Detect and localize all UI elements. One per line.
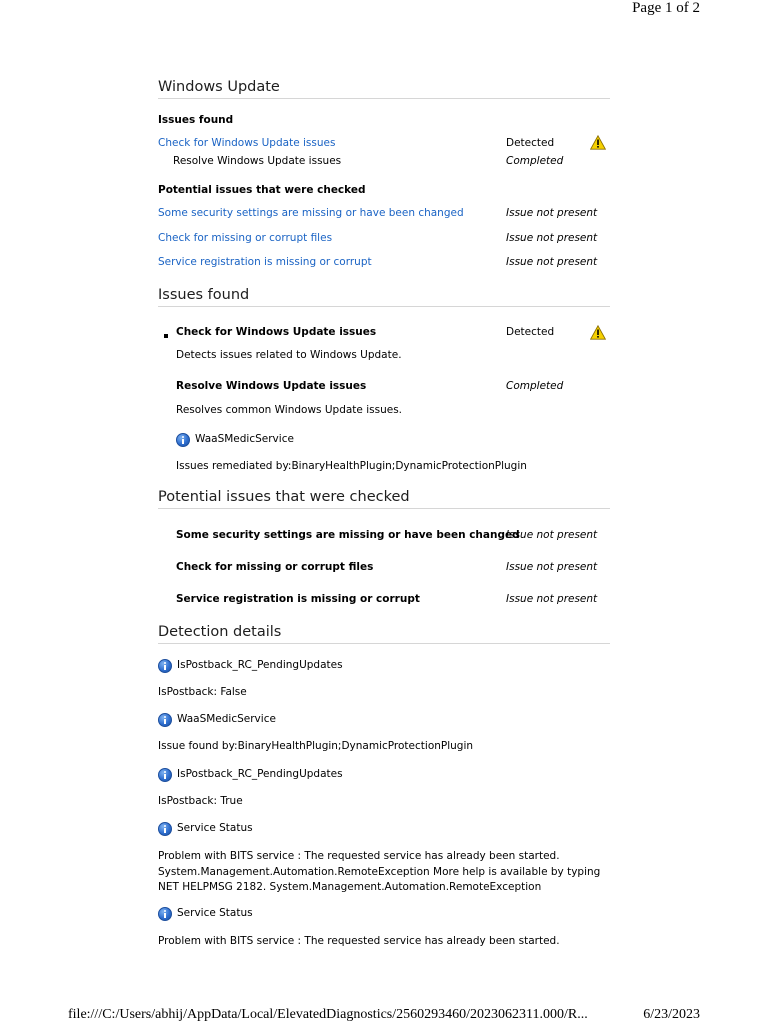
issues-found-label: Issues found [158, 114, 234, 126]
security-settings-link[interactable]: Some security settings are missing or have been changed [158, 207, 464, 219]
potential-row-label: Some security settings are missing or have been changed [176, 529, 520, 541]
potential-row-status: Issue not present [506, 593, 598, 605]
remediated-by: Issues remediated by:BinaryHealthPlugin;DynamicProtectionPlugin [176, 460, 527, 472]
issue-detected-status: Detected [506, 326, 555, 338]
info-icon [158, 659, 172, 673]
potential-row-label: Check for missing or corrupt files [176, 561, 374, 573]
detection-item-detail: Issue found by:BinaryHealthPlugin;DynamicProtectionPlugin [158, 740, 474, 752]
detection-item-name: Service Status [177, 907, 253, 919]
detection-item-detail: IsPostback: True [158, 795, 243, 807]
info-icon [176, 433, 190, 447]
resolve-name: Resolve Windows Update issues [176, 380, 367, 392]
corrupt-files-link[interactable]: Check for missing or corrupt files [158, 232, 333, 244]
issue-name: Check for Windows Update issues [176, 326, 377, 338]
info-icon [158, 907, 172, 921]
section-title-issues-found: Issues found [158, 287, 610, 307]
service-registration-status: Issue not present [506, 256, 598, 268]
potential-issues-label: Potential issues that were checked [158, 184, 366, 196]
detection-item-name: IsPostback_RC_PendingUpdates [177, 768, 343, 780]
potential-row-label: Service registration is missing or corrupt [176, 593, 420, 605]
warning-icon [590, 325, 606, 340]
warning-icon [590, 135, 606, 150]
resolve-label: Resolve Windows Update issues [173, 155, 342, 167]
detection-item-detail: Problem with BITS service : The requested service has already been started. System.Management.Automation.RemoteException More help is available by typing NET HELPMSG 2182. System.Management.Automation.RemoteException [158, 850, 601, 893]
check-windows-update-link[interactable]: Check for Windows Update issues [158, 137, 336, 149]
section-title-windows-update: Windows Update [158, 79, 610, 99]
detection-item-name: Service Status [177, 822, 253, 834]
detection-item-name: IsPostback_RC_PendingUpdates [177, 659, 343, 671]
service-registration-link[interactable]: Service registration is missing or corrupt [158, 256, 372, 268]
detection-item-detail: IsPostback: False [158, 686, 247, 698]
section-title-potential-issues: Potential issues that were checked [158, 489, 610, 509]
service-name: WaaSMedicService [195, 433, 294, 445]
footer-date: 6/23/2023 [643, 1007, 700, 1022]
resolve-description: Resolves common Windows Update issues. [176, 404, 403, 416]
page-number: Page 1 of 2 [632, 0, 700, 16]
potential-row-status: Issue not present [506, 529, 598, 541]
footer-file-path: file:///C:/Users/abhij/AppData/Local/ElevatedDiagnostics/2560293460/2023062311.000/R... [68, 1007, 588, 1022]
resolve-completed-status: Completed [506, 380, 564, 392]
info-icon [158, 768, 172, 782]
corrupt-files-status: Issue not present [506, 232, 598, 244]
detection-item-detail: Problem with BITS service : The requested service has already been started. [158, 935, 560, 947]
info-icon [158, 822, 172, 836]
potential-row-status: Issue not present [506, 561, 598, 573]
info-icon [158, 713, 172, 727]
detection-item-name: WaaSMedicService [177, 713, 276, 725]
resolve-status: Completed [506, 155, 564, 167]
issue-description: Detects issues related to Windows Update. [176, 349, 402, 361]
issue-status: Detected [506, 137, 555, 149]
security-settings-status: Issue not present [506, 207, 598, 219]
section-title-detection-details: Detection details [158, 624, 610, 644]
bullet-marker [164, 334, 168, 338]
